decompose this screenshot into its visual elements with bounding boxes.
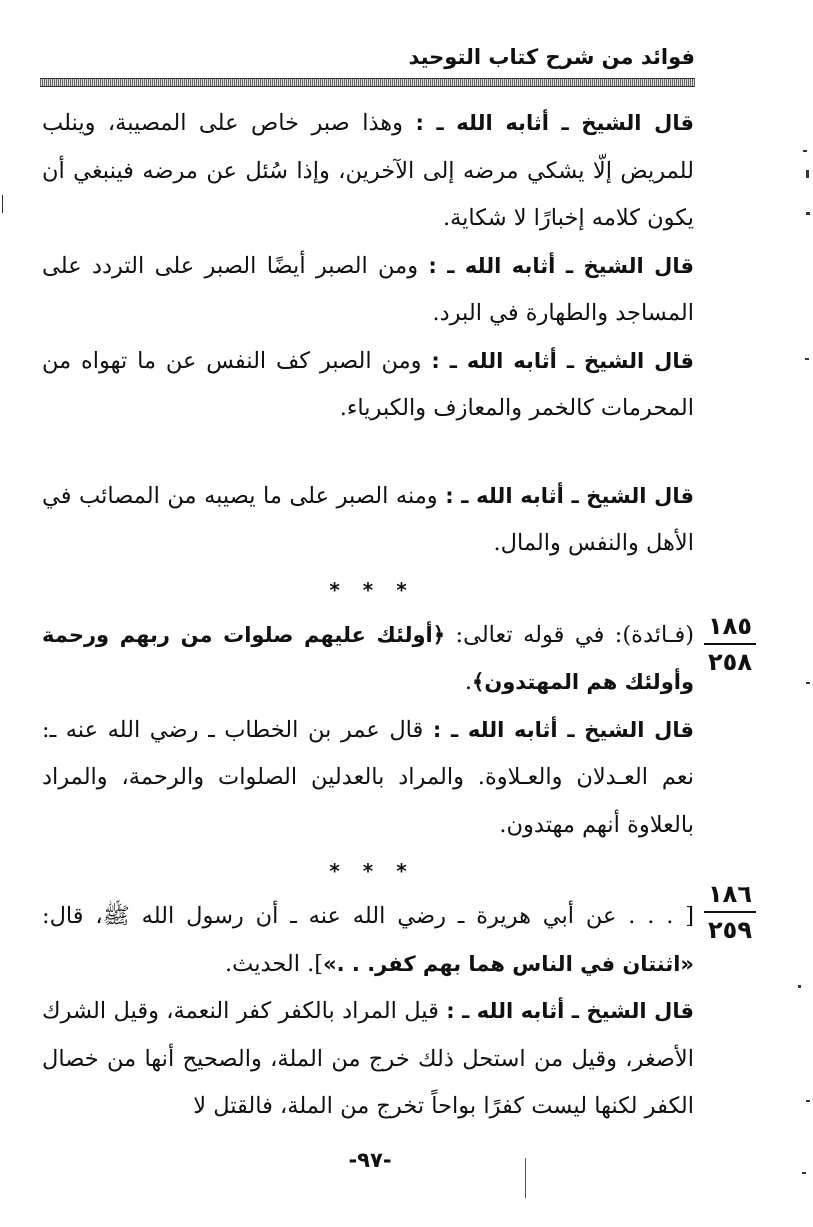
scan-mark xyxy=(805,358,809,360)
paragraph-3 xyxy=(42,338,694,433)
reference-number-top: ١٨٥ xyxy=(708,612,752,640)
reference-number-bottom: ٢٥٩ xyxy=(708,916,752,944)
scan-mark xyxy=(803,150,807,152)
reference-number-185 xyxy=(700,612,760,676)
hadith-186 xyxy=(42,893,694,988)
reference-number-186 xyxy=(700,880,760,944)
comment-text: قيل المراد بالكفر كفر النعمة، وقيل الشرك الأصغر، وقيل من استحل ذلك خرج من الملة، والصحيح أنها من خصال الكفر لكنها ليست كفرًا بواحاً تخرج من الملة، فالقتل لا xyxy=(42,998,694,1119)
faida-end: . xyxy=(464,669,473,695)
speaker-label: قال الشيخ ـ أثابه الله ـ : xyxy=(445,483,694,508)
section-separator: * * * xyxy=(329,859,407,883)
scan-mark xyxy=(806,170,809,178)
paragraph-gap xyxy=(42,433,694,473)
speaker-label: قال الشيخ ـ أثابه الله ـ : xyxy=(446,999,694,1023)
section-separator: * * * xyxy=(329,577,407,602)
paragraph-4 xyxy=(42,473,694,568)
scan-mark xyxy=(802,1172,806,1174)
faida-intro: (فـائدة): في قوله تعالى: xyxy=(445,621,694,648)
running-header xyxy=(40,40,695,74)
speaker-label: قال الشيخ ـ أثابه الله ـ : xyxy=(432,717,694,742)
paragraph-text: ومن الصبر كف النفس عن ما تهواه من المحرمات كالخمر والمعازف والكبرياء. xyxy=(42,347,694,421)
paragraph-2 xyxy=(42,243,694,338)
faida-185-comment xyxy=(42,707,694,850)
page-number: -٩٧- xyxy=(348,1148,392,1172)
scan-mark xyxy=(806,212,810,215)
reference-number-top: ١٨٦ xyxy=(708,880,752,908)
scan-line xyxy=(525,1158,526,1198)
header-rule xyxy=(40,78,695,87)
speaker-label: قال الشيخ ـ أثابه الله ـ : xyxy=(428,253,694,278)
speaker-label: قال الشيخ ـ أثابه الله ـ : xyxy=(431,348,694,373)
quran-verse: ﴿أولئك عليهم صلوات من ربهم ورحمة وأولئك هم المهتدون﴾ xyxy=(42,622,694,694)
scan-mark xyxy=(806,682,810,684)
fraction-bar xyxy=(704,643,756,645)
body-text xyxy=(42,100,694,1131)
faida-185 xyxy=(42,612,694,707)
scan-mark xyxy=(2,195,3,213)
comment-text: قال عمر بن الخطاب ـ رضي الله عنه ـ: نعم العـدلان والعـلاوة. والمراد بالعدلين الصلوات والرحمة، والمراد بالعلاوة أنهم مهتدون. xyxy=(42,716,694,838)
hadith-quote: «اثنتان في الناس هما بهم كفر. . .» xyxy=(323,951,694,976)
scan-mark xyxy=(798,985,801,988)
paragraph-text: وهذا صبر خاص على المصيبة، وينلب للمريض إلّا يشكي مرضه إلى الآخرين، وإذا سُئل عن مرضه فينبغي أن يكون كلامه إخبارًا لا شكاية. xyxy=(42,110,694,231)
speaker-label: قال الشيخ ـ أثابه الله ـ : xyxy=(415,111,694,135)
reference-number-bottom: ٢٥٨ xyxy=(708,648,752,676)
book-title: فوائد من شرح كتاب التوحيد xyxy=(408,45,695,69)
hadith-intro: [ . . . عن أبي هريرة ـ رضي الله عنه ـ أن رسول الله ﷺ، قال: xyxy=(42,903,694,929)
hadith-end: ]. الحديث. xyxy=(225,950,324,977)
paragraph-text: ومنه الصبر على ما يصيبه من المصائب في الأهل والنفس والمال. xyxy=(42,482,694,556)
paragraph-text: ومن الصبر أيضًا الصبر على التردد على المساجد والطهارة في البرد. xyxy=(42,252,694,326)
fraction-bar xyxy=(704,911,756,913)
hadith-186-comment xyxy=(42,988,694,1131)
paragraph-1 xyxy=(42,100,694,243)
scan-mark xyxy=(806,1100,810,1102)
